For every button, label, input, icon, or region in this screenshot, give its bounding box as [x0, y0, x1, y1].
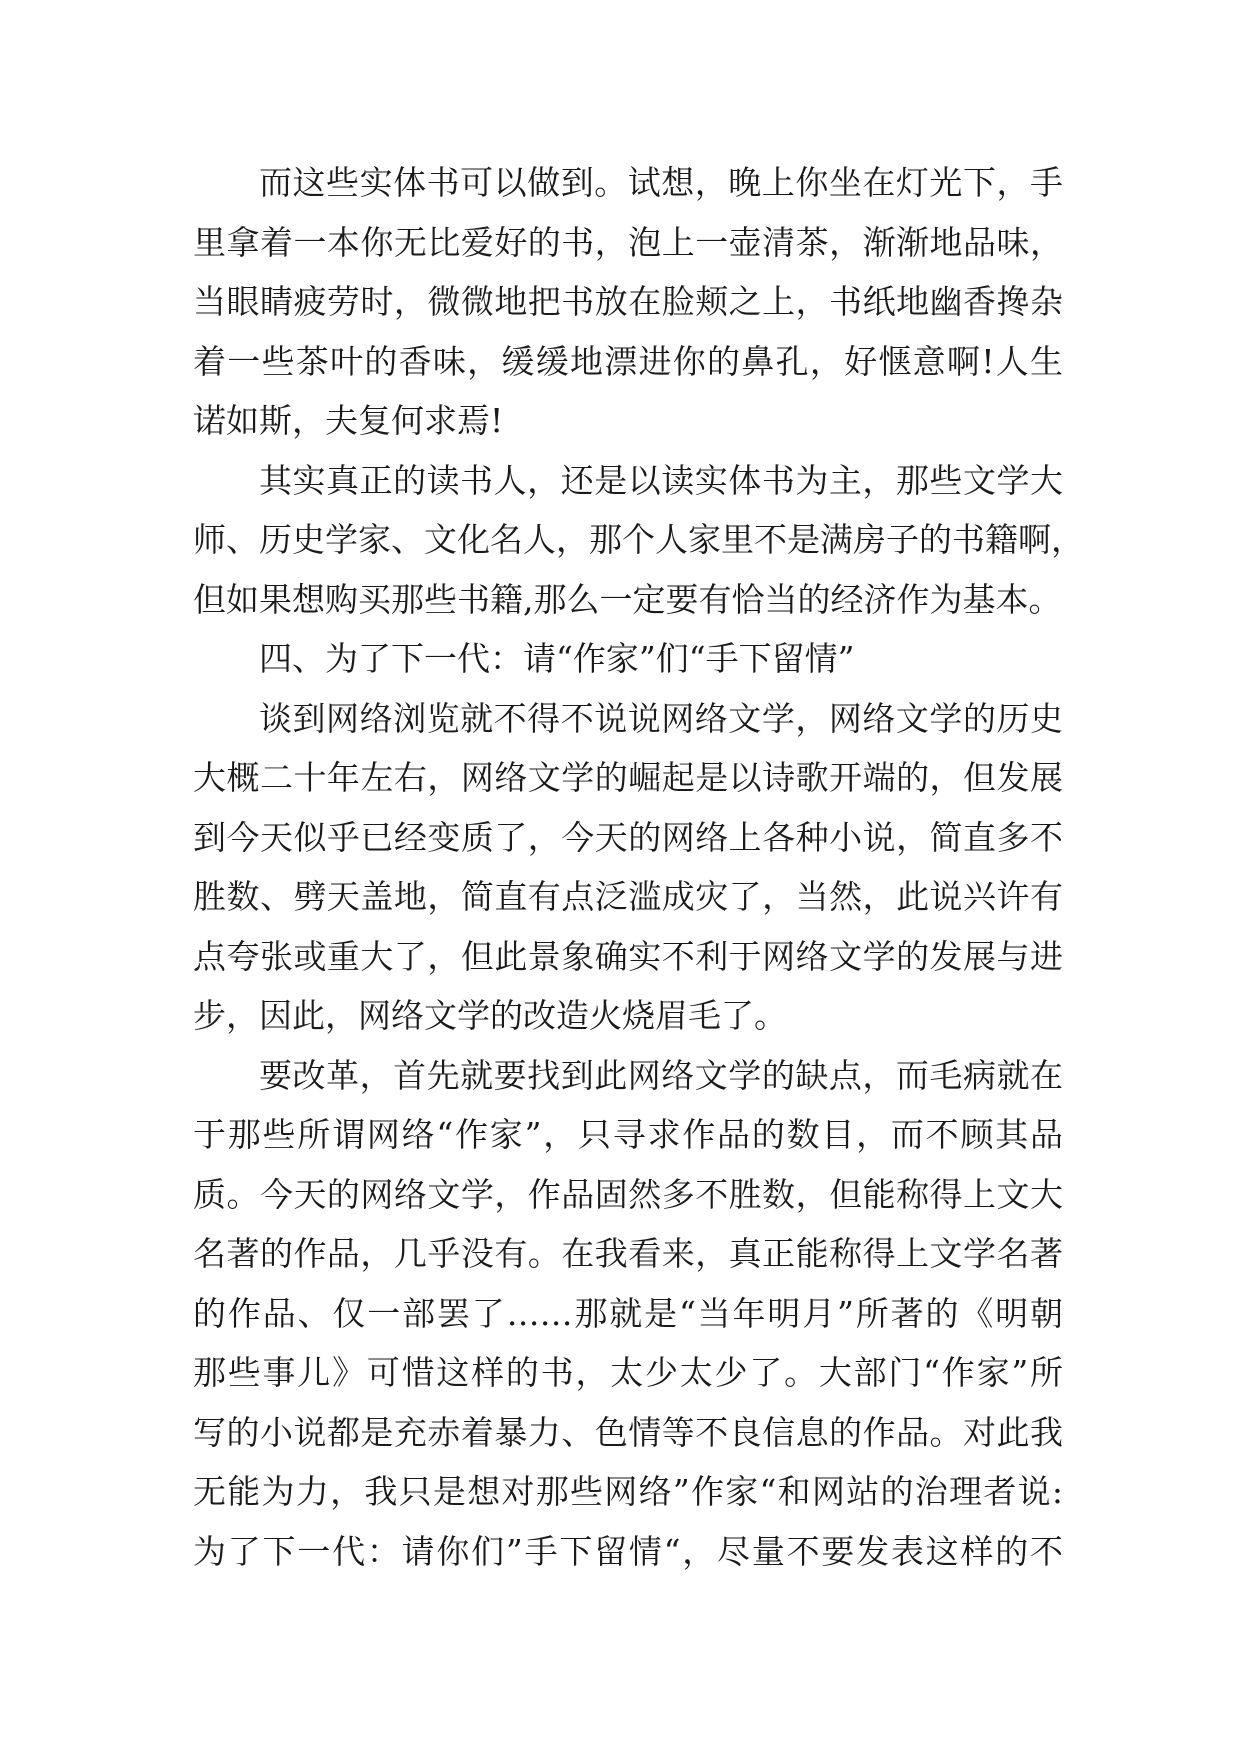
- text-line: 无能为力，我只是想对那些网络”作家“和网站的治理者说:: [193, 1472, 1063, 1511]
- text-line: 谈到网络浏览就不得不说说网络文学，网络文学的历史: [259, 698, 1063, 738]
- text-line: 里拿着一本你无比爱好的书，泡上一壶清茶，渐渐地品味，: [193, 222, 1063, 262]
- text-line: 为了下一代：请你们”手下留情“，尽量不要发表这样的不: [193, 1531, 1063, 1571]
- text-line: 到今天似乎已经变质了，今天的网络上各种小说，简直多不: [193, 817, 1063, 857]
- text-line: 大概二十年左右，网络文学的崛起是以诗歌开端的，但发展: [193, 758, 1063, 797]
- text-line: 胜数、劈天盖地，简直有点泛滥成灾了，当然，此说兴许有: [193, 877, 1063, 916]
- text-line: 要改革，首先就要找到此网络文学的缺点，而毛病就在: [259, 1055, 1063, 1095]
- text-line: 而这些实体书可以做到。试想，晚上你坐在灯光下，手: [259, 163, 1063, 202]
- text-line: 点夸张或重大了，但此景象确实不利于网络文学的发展与进: [193, 936, 1063, 976]
- body-text: [193, 153, 1084, 1581]
- text-line: 质。今天的网络文学，作品固然多不胜数，但能称得上文大: [193, 1174, 1063, 1214]
- text-line: 四、为了下一代：请“作家”们“手下留情”: [259, 639, 855, 678]
- text-line: 的作品、仅一部罢了……那就是“当年明月”所著的《明朝: [193, 1293, 1063, 1333]
- text-line: 写的小说都是充赤着暴力、色情等不良信息的作品。对此我: [193, 1412, 1063, 1452]
- text-line: 其实真正的读书人，还是以读实体书为主，那些文学大: [259, 460, 1063, 500]
- text-line: 师、历史学家、文化名人，那个人家里不是满房子的书籍啊，: [193, 520, 1084, 559]
- text-line: 那些事儿》可惜这样的书，太少太少了。大部门“作家”所: [193, 1353, 1063, 1392]
- text-line: 诺如斯，夫复何求焉!: [193, 401, 504, 440]
- text-line: 于那些所谓网络“作家”，只寻求作品的数目，而不顾其品: [193, 1115, 1063, 1154]
- text-line: 着一些茶叶的香味，缓缓地漂进你的鼻孔，好惬意啊!人生: [193, 341, 1063, 381]
- text-line: 但如果想购买那些书籍,那么一定要有恰当的经济作为基本。: [193, 579, 1062, 619]
- text-line: 名著的作品，几乎没有。在我看来，真正能称得上文学名著: [193, 1234, 1063, 1273]
- text-line: 步，因此，网络文学的改造火烧眉毛了。: [193, 996, 787, 1035]
- text-line: 当眼睛疲劳时，微微地把书放在脸颊之上，书纸地幽香搀杂: [193, 282, 1063, 321]
